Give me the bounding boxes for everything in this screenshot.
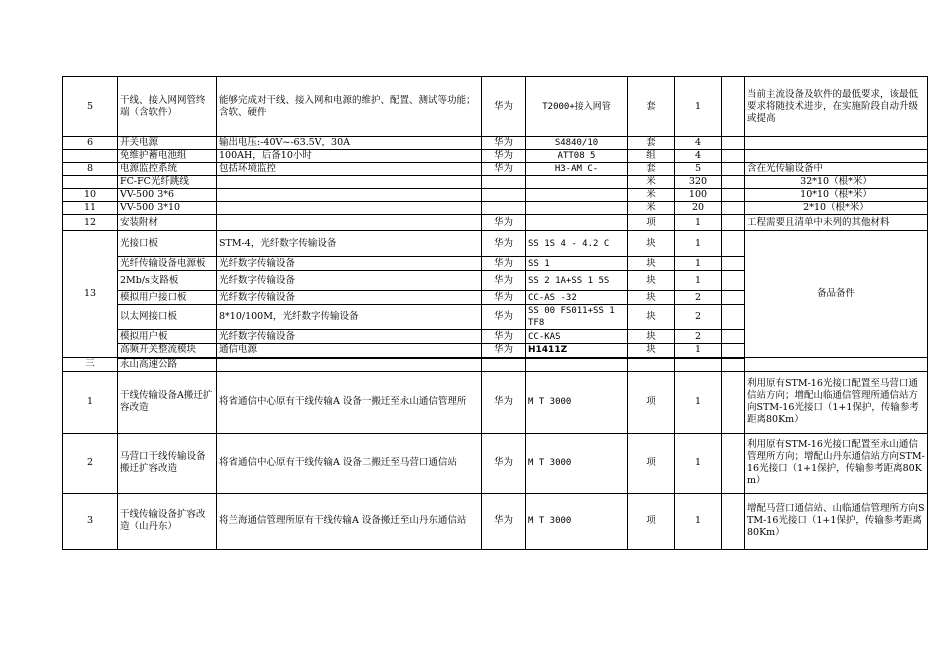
- item-model: CC-AS -32: [526, 291, 628, 305]
- item-description: 将省通信中心原有干线传输A 设备二搬迁至马营口通信站: [217, 433, 482, 493]
- item-quantity: 320: [675, 176, 722, 189]
- empty-cell: [526, 358, 628, 372]
- item-unit: 块: [628, 305, 675, 330]
- item-description: 能够完成对干线、接入网和电源的维护、配置、测试等功能；含软、硬件: [217, 77, 482, 137]
- table-row: [63, 493, 928, 549]
- item-name: FC-FC光纤跳线: [118, 176, 217, 189]
- item-quantity: 2: [675, 305, 722, 330]
- row-number: 8: [63, 163, 118, 176]
- row-number: 10: [63, 189, 118, 202]
- item-unit: 块: [628, 271, 675, 291]
- row-number: 5: [63, 77, 118, 137]
- item-quantity: 1: [675, 77, 722, 137]
- item-remark: 工程需要且清单中未列的其他材料: [745, 215, 928, 231]
- item-price: [722, 150, 745, 163]
- empty-cell: [722, 358, 745, 372]
- table-row: [63, 433, 928, 493]
- group-remark: 备品备件: [745, 231, 928, 358]
- item-brand: 华为: [482, 493, 526, 549]
- item-name: 干线、接入网网管终端（含软件）: [118, 77, 217, 137]
- section-row: [63, 358, 928, 372]
- table-row: [63, 202, 928, 215]
- table-row: [63, 137, 928, 150]
- item-quantity: 1: [675, 493, 722, 549]
- item-brand: [482, 202, 526, 215]
- item-unit: 米: [628, 176, 675, 189]
- item-unit: 项: [628, 371, 675, 433]
- item-name: 马营口干线传输设备 搬迁扩容改造: [118, 433, 217, 493]
- item-unit: 米: [628, 202, 675, 215]
- item-price: [722, 231, 745, 257]
- row-number: 2: [63, 433, 118, 493]
- table-row: [63, 189, 928, 202]
- item-brand: 华为: [482, 150, 526, 163]
- item-brand: 华为: [482, 433, 526, 493]
- row-number: 12: [63, 215, 118, 231]
- item-brand: 华为: [482, 257, 526, 271]
- item-brand: 华为: [482, 291, 526, 305]
- item-remark: 利用原有STM-16光接口配置至永山通信管理所方向；增配山丹东通信站方向STM-16光接口（1+1保护，传输参考距离80Km）: [745, 433, 928, 493]
- item-remark: 32*10（根*米）: [745, 176, 928, 189]
- item-description: [217, 176, 482, 189]
- item-quantity: 1: [675, 344, 722, 358]
- spare-part-row: [63, 231, 928, 257]
- item-description: [217, 189, 482, 202]
- item-unit: 块: [628, 257, 675, 271]
- item-brand: 华为: [482, 215, 526, 231]
- item-description: STM-4，光纤数字传输设备: [217, 231, 482, 257]
- item-price: [722, 137, 745, 150]
- item-name: 模拟用户接口板: [118, 291, 217, 305]
- item-unit: 套: [628, 77, 675, 137]
- section-title: 永山高速公路: [118, 358, 217, 372]
- item-description: [217, 202, 482, 215]
- row-number: 11: [63, 202, 118, 215]
- item-description: [217, 215, 482, 231]
- item-remark: [745, 150, 928, 163]
- item-name: 光接口板: [118, 231, 217, 257]
- item-brand: [482, 176, 526, 189]
- item-price: [722, 305, 745, 330]
- item-name: 电源监控系统: [118, 163, 217, 176]
- item-quantity: 2: [675, 330, 722, 344]
- item-quantity: 4: [675, 137, 722, 150]
- item-remark: [745, 137, 928, 150]
- item-remark: 含在光传输设备中: [745, 163, 928, 176]
- item-price: [722, 291, 745, 305]
- item-model: SS 2 1A+SS 1 5S: [526, 271, 628, 291]
- row-number: [63, 150, 118, 163]
- empty-cell: [745, 358, 928, 372]
- item-price: [722, 344, 745, 358]
- empty-cell: [217, 358, 482, 372]
- item-model: S4840/10: [526, 137, 628, 150]
- item-brand: 华为: [482, 371, 526, 433]
- item-price: [722, 215, 745, 231]
- item-price: [722, 330, 745, 344]
- item-name: 干线传输设备A搬迁扩容改造: [118, 371, 217, 433]
- row-number: 3: [63, 493, 118, 549]
- item-description: 100AH，后备10小时: [217, 150, 482, 163]
- item-unit: 块: [628, 330, 675, 344]
- item-price: [722, 271, 745, 291]
- item-model: M T 3000: [526, 493, 628, 549]
- item-description: 光纤数字传输设备: [217, 257, 482, 271]
- item-name: VV-500 3*10: [118, 202, 217, 215]
- item-model: [526, 189, 628, 202]
- item-brand: 华为: [482, 330, 526, 344]
- item-brand: 华为: [482, 344, 526, 358]
- item-description: 将兰海通信管理所原有干线传输A 设备搬迁至山丹东通信站: [217, 493, 482, 549]
- item-price: [722, 433, 745, 493]
- item-name: 2Mb/s支路板: [118, 271, 217, 291]
- item-unit: 块: [628, 291, 675, 305]
- item-model: [526, 176, 628, 189]
- item-description: 光纤数字传输设备: [217, 271, 482, 291]
- item-unit: 项: [628, 493, 675, 549]
- item-description: 输出电压:-40V~-63.5V，30A: [217, 137, 482, 150]
- item-quantity: 1: [675, 215, 722, 231]
- row-number: 1: [63, 371, 118, 433]
- item-price: [722, 202, 745, 215]
- item-unit: 组: [628, 150, 675, 163]
- item-remark: 2*10（根*米）: [745, 202, 928, 215]
- table-row: [63, 371, 928, 433]
- table-row: [63, 215, 928, 231]
- item-unit: 米: [628, 189, 675, 202]
- item-quantity: 5: [675, 163, 722, 176]
- item-quantity: 100: [675, 189, 722, 202]
- item-unit: 块: [628, 231, 675, 257]
- item-remark: 增配马营口通信站、山临通信管理所方向STM-16光接口（1+1保护，传输参考距离80Km）: [745, 493, 928, 549]
- item-price: [722, 77, 745, 137]
- item-model: ATT08 5: [526, 150, 628, 163]
- empty-cell: [628, 358, 675, 372]
- empty-cell: [675, 358, 722, 372]
- group-number: 13: [63, 231, 118, 358]
- item-price: [722, 189, 745, 202]
- item-unit: 项: [628, 433, 675, 493]
- item-price: [722, 371, 745, 433]
- item-price: [722, 176, 745, 189]
- item-quantity: 4: [675, 150, 722, 163]
- item-model: SS 1: [526, 257, 628, 271]
- item-quantity: 20: [675, 202, 722, 215]
- empty-cell: [482, 358, 526, 372]
- item-brand: 华为: [482, 137, 526, 150]
- item-model: SS 1S 4 - 4.2 C: [526, 231, 628, 257]
- item-name: 免维护蓄电池组: [118, 150, 217, 163]
- item-model: [526, 215, 628, 231]
- item-model: H1411Z: [526, 344, 628, 358]
- item-brand: 华为: [482, 305, 526, 330]
- item-brand: 华为: [482, 163, 526, 176]
- item-name: 安装附材: [118, 215, 217, 231]
- item-description: 包括环境监控: [217, 163, 482, 176]
- item-name: 模拟用户板: [118, 330, 217, 344]
- section-number: 三: [63, 358, 118, 372]
- item-unit: 套: [628, 137, 675, 150]
- item-remark: 10*10（根*米）: [745, 189, 928, 202]
- item-price: [722, 493, 745, 549]
- item-quantity: 1: [675, 371, 722, 433]
- equipment-table: [62, 76, 928, 550]
- item-description: 8*10/100M，光纤数字传输设备: [217, 305, 482, 330]
- item-model: SS 00 FS011+SS 1 TF8: [526, 305, 628, 330]
- item-unit: 项: [628, 215, 675, 231]
- item-quantity: 1: [675, 271, 722, 291]
- table-row: [63, 176, 928, 189]
- row-number: 6: [63, 137, 118, 150]
- item-unit: 套: [628, 163, 675, 176]
- item-remark: 利用原有STM-16光接口配置至马营口通信站方向；增配山临通信管理所通信站方向STM-16光接口（1+1保护，传输参考距离80Km）: [745, 371, 928, 433]
- item-unit: 块: [628, 344, 675, 358]
- item-quantity: 1: [675, 433, 722, 493]
- item-model: H3-AM C-: [526, 163, 628, 176]
- item-name: 干线传输设备扩容改造（山丹东）: [118, 493, 217, 549]
- item-name: 高频开关整流模块: [118, 344, 217, 358]
- item-quantity: 1: [675, 231, 722, 257]
- table-row: [63, 163, 928, 176]
- row-number: [63, 176, 118, 189]
- item-description: 光纤数字传输设备: [217, 330, 482, 344]
- item-model: M T 3000: [526, 371, 628, 433]
- item-description: 通信电源: [217, 344, 482, 358]
- item-name: VV-500 3*6: [118, 189, 217, 202]
- item-price: [722, 257, 745, 271]
- item-model: T2000+接入网管: [526, 77, 628, 137]
- item-quantity: 1: [675, 257, 722, 271]
- item-name: 开关电源: [118, 137, 217, 150]
- item-remark: 当前主流设备及软件的最低要求，该最低要求将随技术进步，在实施阶段自动升级或提高: [745, 77, 928, 137]
- table-row: [63, 77, 928, 137]
- item-model: [526, 202, 628, 215]
- table-row: [63, 150, 928, 163]
- item-description: 将省通信中心原有干线传输A 设备一搬迁至永山通信管理所: [217, 371, 482, 433]
- item-quantity: 2: [675, 291, 722, 305]
- item-brand: 华为: [482, 271, 526, 291]
- item-model: CC-KAS: [526, 330, 628, 344]
- item-brand: 华为: [482, 77, 526, 137]
- item-brand: 华为: [482, 231, 526, 257]
- item-name: 以太网接口板: [118, 305, 217, 330]
- item-name: 光纤传输设备电源板: [118, 257, 217, 271]
- item-description: 光纤数字传输设备: [217, 291, 482, 305]
- item-brand: [482, 189, 526, 202]
- item-price: [722, 163, 745, 176]
- item-model: M T 3000: [526, 433, 628, 493]
